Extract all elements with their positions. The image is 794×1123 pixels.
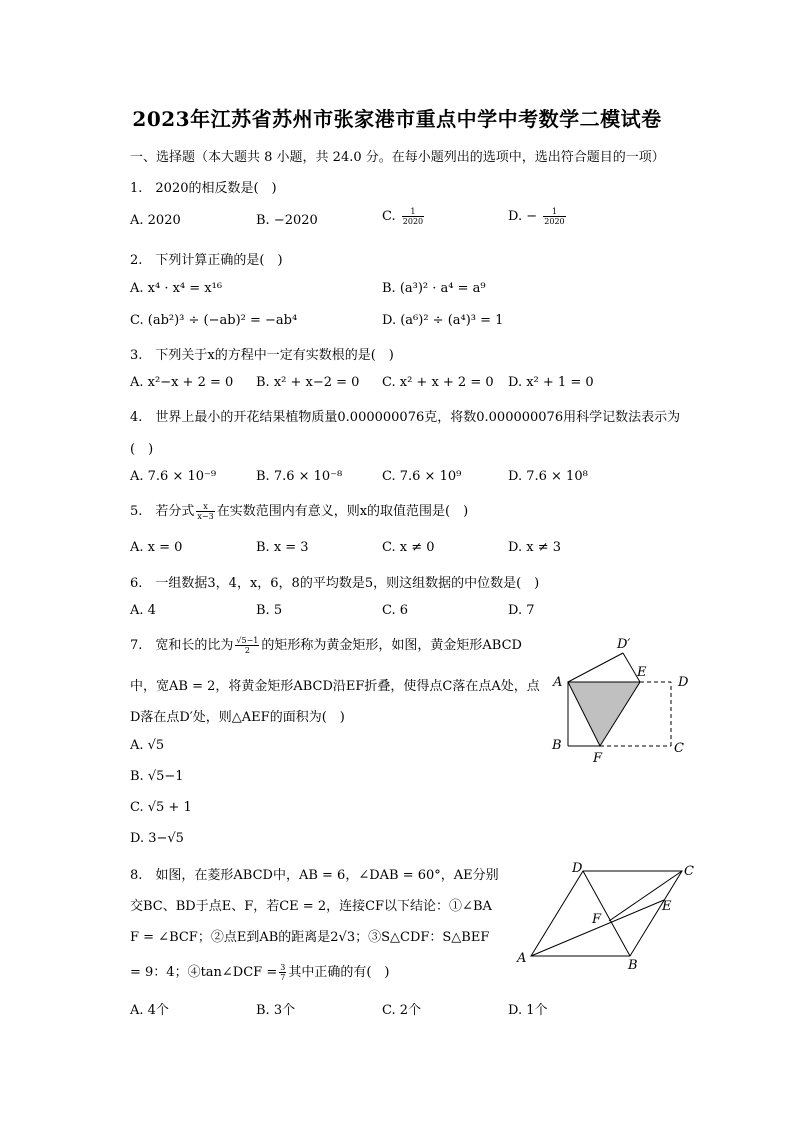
q3-option-c: C. x² + x + 2 = 0 (382, 375, 494, 390)
q7-stem-b: 的矩形称为黄金矩形，如图，黄金矩形ABCD (261, 638, 522, 653)
q1-option-c-fraction (402, 207, 424, 226)
segment-ad-prime (568, 653, 623, 682)
q6-option-d: D. 7 (508, 603, 535, 618)
q4-option-a: A. 7.6 × 10⁻⁹ (130, 469, 217, 484)
q5-fraction (196, 502, 214, 521)
q8-option-c: C. 2个 (382, 1003, 422, 1018)
segment-ae (531, 900, 664, 956)
q7-stem-line3: D落在点D′处，则△AEF的面积为( ) (130, 710, 345, 725)
q7-option-c: C. √5 + 1 (130, 800, 192, 815)
q8-option-b: B. 3个 (256, 1003, 296, 1018)
q2-stem: 2. 下列计算正确的是( ) (130, 253, 283, 268)
q6-option-c: C. 6 (382, 603, 409, 618)
frac-den: 2020 (402, 217, 424, 226)
q3-option-d: D. x² + 1 = 0 (508, 375, 594, 390)
q8-option-a: A. 4个 (130, 1003, 169, 1018)
q1-option-d-fraction (543, 207, 565, 226)
label-a: A (517, 951, 527, 966)
q7-stem-a: 7. 宽和长的比为 (130, 638, 234, 653)
q8-stem-line3: F = ∠BCF；②点E到AB的距离是2√3；③S△CDF：S△BEF (130, 930, 490, 945)
q4-stem: 4. 世界上最小的开花结果植物质量0.000000076克，将数0.000000076用科学记数法表示为 (130, 410, 681, 425)
label-c: C (674, 741, 684, 756)
q5-stem (130, 500, 468, 521)
q2-option-d: D. (a⁶)² ÷ (a⁴)³ = 1 (382, 313, 504, 328)
q6-stem: 6. 一组数据3，4，x，6，8的平均数是5，则这组数据的中位数是( ) (130, 576, 540, 591)
q4-stem-cont: ( ) (130, 442, 154, 457)
q1-stem: 1. 2020的相反数是( ) (130, 181, 277, 196)
q4-option-b: B. 7.6 × 10⁻⁸ (256, 469, 343, 484)
q3-option-a: A. x²−x + 2 = 0 (130, 375, 234, 390)
label-f: F (593, 751, 603, 766)
q1-option-c-label: C. (382, 209, 396, 224)
label-d: D (678, 675, 689, 690)
frac-den: 2 (244, 646, 250, 655)
frac-den: 2020 (544, 217, 565, 226)
page-title: 2023年江苏省苏州市张家港市重点中学中考数学二模试卷 (132, 107, 662, 131)
section-header: 一、选择题（本大题共 8 小题，共 24.0 分。在每小题列出的选项中，选出符合题目的一项） (130, 150, 665, 165)
q7-option-b: B. √5−1 (130, 769, 184, 784)
q5-option-d: D. x ≠ 3 (508, 540, 561, 555)
label-b: B (628, 958, 638, 970)
triangle-aef-shaded (568, 682, 640, 746)
diagonal-bd (583, 871, 630, 956)
q6-option-a: A. 4 (130, 603, 156, 618)
q5-option-a: A. x = 0 (130, 540, 183, 555)
frac-num: 1 (543, 207, 565, 217)
q7-stem (130, 634, 522, 655)
q1-option-d-label: D. − (508, 209, 538, 224)
frac-num: 3 (280, 963, 286, 972)
q4-option-c: C. 7.6 × 10⁹ (382, 469, 462, 484)
q1-option-b: B. −2020 (256, 213, 318, 228)
q7-fraction (235, 636, 259, 655)
q8-line4-a: = 9：4；④tan∠DCF = (130, 965, 278, 980)
frac-num: √5−1 (236, 636, 259, 645)
q5-stem-a: 5. 若分式 (130, 504, 195, 519)
q4-option-d: D. 7.6 × 10⁸ (508, 469, 588, 484)
frac-den: x−3 (197, 512, 214, 521)
q8-figure-rhombus (512, 855, 702, 970)
q2-option-c: C. (ab²)³ ÷ (−ab)² = −ab⁴ (130, 313, 298, 328)
q6-option-b: B. 5 (256, 603, 283, 618)
label-f: F (592, 912, 602, 927)
q5-stem-b: 在实数范围内有意义，则x的取值范围是( ) (216, 504, 469, 519)
q8-stem-line1: 8. 如图，在菱形ABCD中，AB = 6，∠DAB = 60°，AE分别 (130, 868, 499, 883)
q8-option-d: D. 1个 (508, 1003, 548, 1018)
q1-option-d (508, 207, 568, 226)
q1-option-c (382, 207, 426, 226)
frac-den: 7 (280, 973, 286, 982)
label-e: E (637, 665, 647, 680)
q5-option-b: B. x = 3 (256, 540, 309, 555)
q3-stem: 3. 下列关于x的方程中一定有实数根的是( ) (130, 348, 394, 363)
q7-figure-golden-rectangle (545, 628, 705, 768)
q8-fraction (279, 963, 286, 982)
q8-stem-line2: 交BC、BD于点E、F，若CE = 2，连接CF以下结论：①∠BA (130, 899, 492, 914)
q2-option-b: B. (a³)² · a⁴ = a⁹ (382, 281, 486, 296)
label-c: C (684, 864, 694, 879)
q3-option-b: B. x² + x−2 = 0 (256, 375, 360, 390)
q8-line4-b: 其中正确的有( ) (288, 965, 390, 980)
label-b: B (552, 738, 562, 753)
frac-num: x (196, 502, 214, 512)
q7-stem-line2: 中，宽AB = 2，将黄金矩形ABCD沿EF折叠，使得点C落在点A处，点 (130, 679, 540, 694)
q7-option-a: A. √5 (130, 738, 165, 753)
label-e: E (662, 899, 672, 914)
q2-option-a: A. x⁴ · x⁴ = x¹⁶ (130, 281, 223, 296)
q8-stem-line4 (130, 961, 389, 982)
label-d: D (572, 861, 583, 876)
q7-option-d: D. 3−√5 (130, 831, 184, 846)
frac-num: 1 (402, 207, 424, 217)
label-a: A (553, 675, 563, 690)
label-d-prime: D′ (617, 637, 631, 652)
q5-option-c: C. x ≠ 0 (382, 540, 435, 555)
q1-option-a: A. 2020 (130, 213, 181, 228)
